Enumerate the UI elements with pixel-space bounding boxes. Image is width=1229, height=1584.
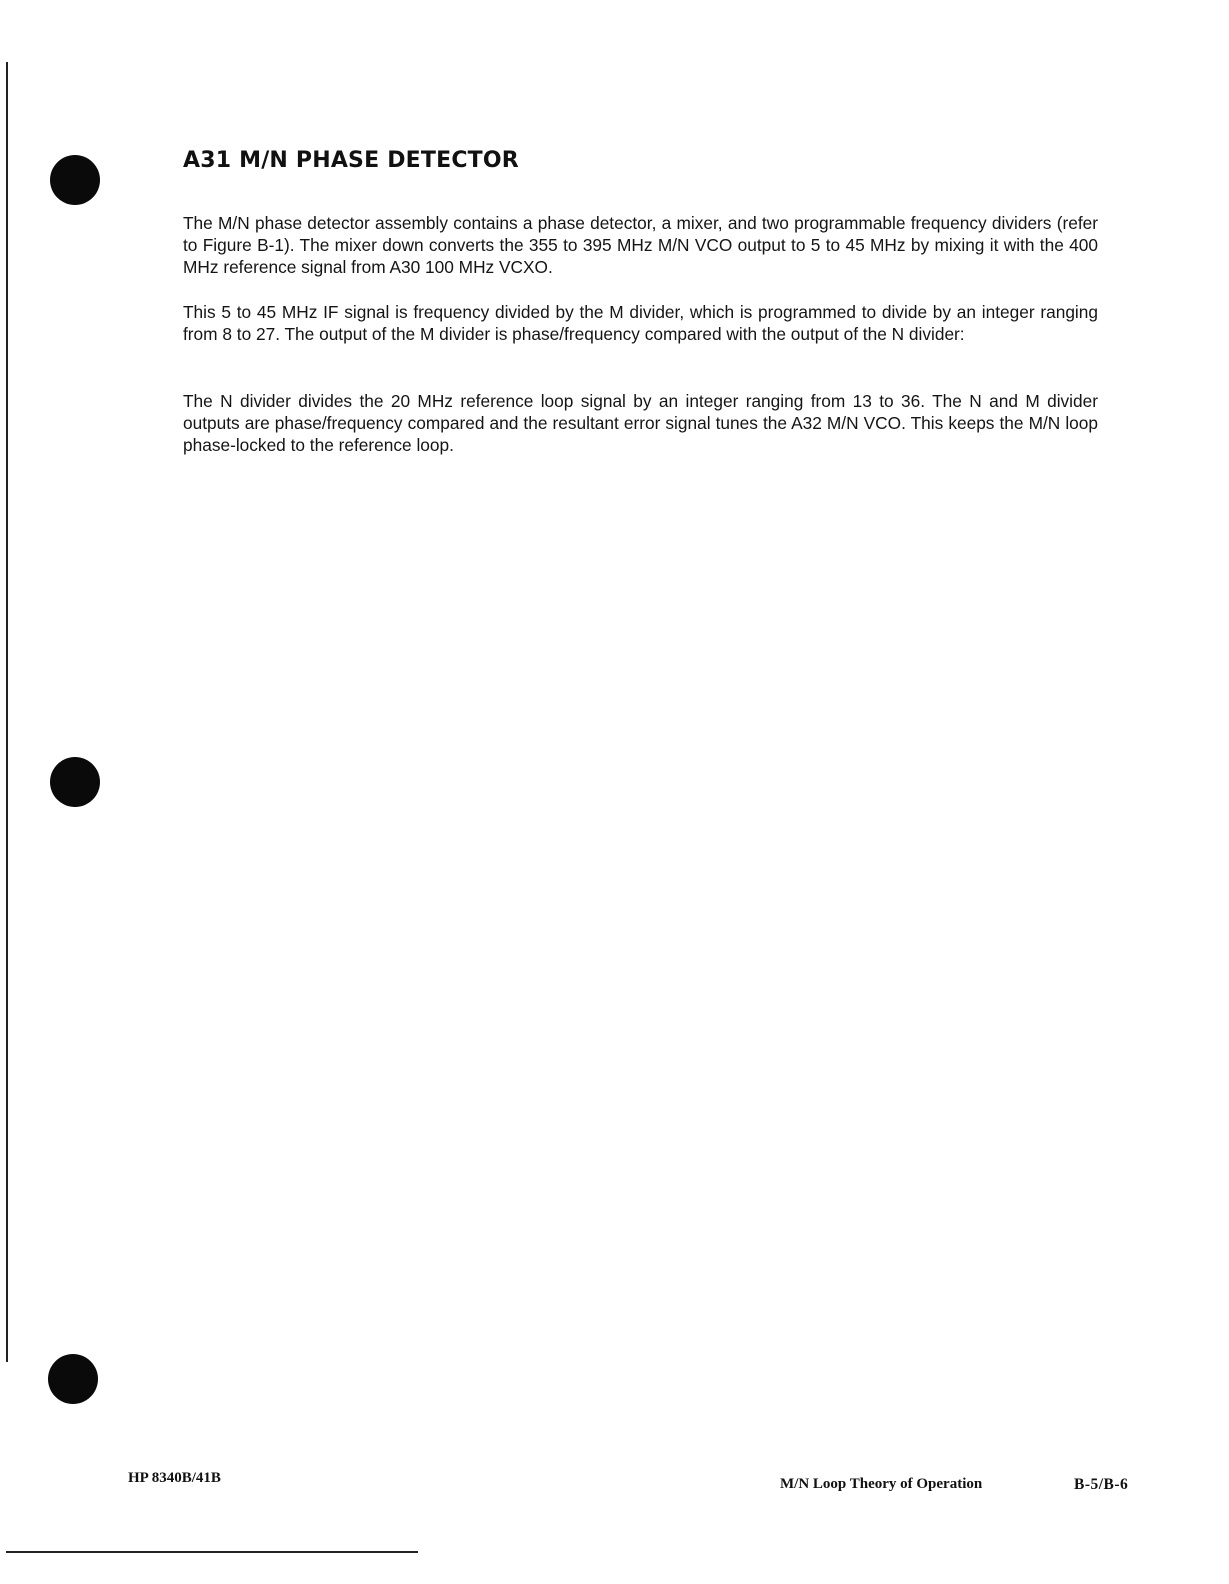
footer-chapter-title: M/N Loop Theory of Operation (780, 1476, 983, 1492)
binder-hole-middle (50, 757, 100, 807)
section-title: A31 M/N PHASE DETECTOR (183, 148, 519, 173)
binder-hole-bottom (48, 1354, 98, 1404)
paragraph-n-divider: The N divider divides the 20 MHz reference loop signal by an integer ranging from 13 to 36. The N and M divider outputs are phase/frequency compared and the resultant error signal tunes the A32 M/N VCO. This keeps the M/N loop phase-locked to the reference loop. (183, 391, 1098, 455)
bottom-rule (6, 1551, 418, 1553)
paragraph-mixer: The M/N phase detector assembly contains a phase detector, a mixer, and two programmable frequency dividers (refer to Figure B-1). The mixer down converts the 355 to 395 MHz M/N VCO output to 5 to 45 MHz by mixing it with the 400 MHz reference signal from A30 100 MHz VCXO. (183, 213, 1098, 277)
footer-model: HP 8340B/41B (128, 1470, 221, 1486)
footer-page-number: B-5/B-6 (1074, 1476, 1129, 1493)
left-margin-rule (6, 62, 8, 1362)
binder-hole-top (50, 155, 100, 205)
paragraph-m-divider: This 5 to 45 MHz IF signal is frequency divided by the M divider, which is programmed to divide by an integer ranging from 8 to 27. The output of the M divider is phase/frequency compared with the output of the N divider: (183, 302, 1098, 344)
